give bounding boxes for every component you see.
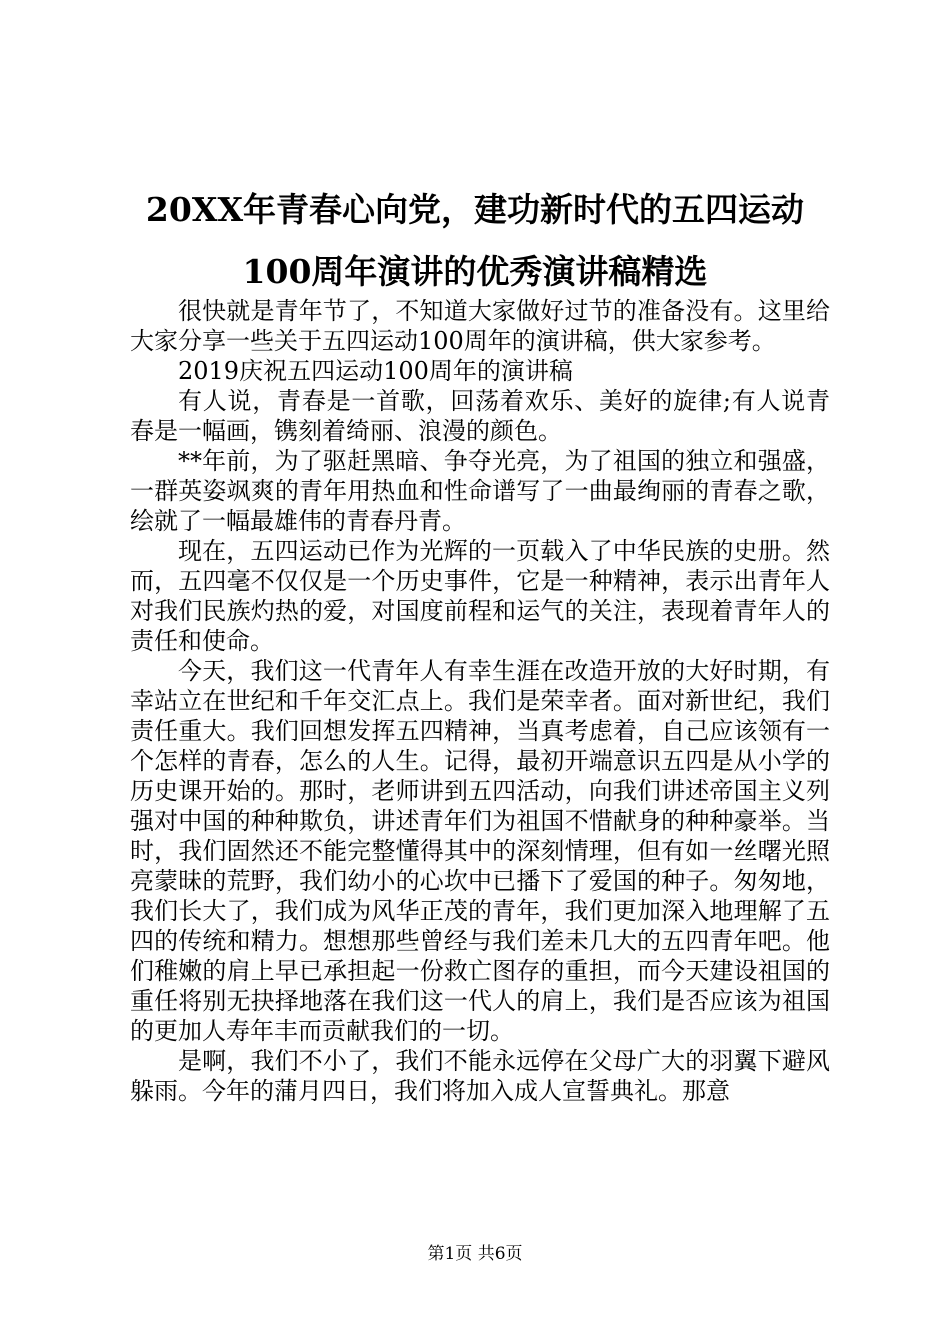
paragraph-intro: 很快就是青年节了，不知道大家做好过节的准备没有。这里给大家分享一些关于五四运动100周年的演讲稿，供大家参考。 [130, 297, 830, 355]
page-number-footer: 第1页 共6页 [427, 1244, 523, 1264]
document-title-line-1: 20XX年青春心向党，建功新时代的五四运动 [145, 190, 805, 229]
paragraph: 现在，五四运动已作为光辉的一页载入了中华民族的史册。然而，五四毫不仅仅是一个历史事件，它是一种精神，表示出青年人对我们民族灼热的爱，对国度前程和运气的关注，表现着青年人的责任和使命。 [130, 537, 830, 655]
paragraph: 今天，我们这一代青年人有幸生涯在改造开放的大好时期，有幸站立在世纪和千年交汇点上。我们是荣幸者。面对新世纪，我们责任重大。我们回想发挥五四精神，当真考虑着，自己应该领有一个怎样的青春，怎么的人生。记得，最初开端意识五四是从小学的历史课开始的。那时，老师讲到五四活动，向我们讲述帝国主义列强对中国的种种欺负，讲述青年们为祖国不惜献身的种种豪举。当时，我们固然还不能完整懂得其中的深刻情理，但有如一丝曙光照亮蒙昧的荒野，我们幼小的心坎中已播下了爱国的种子。匆匆地，我们长大了，我们成为风华正茂的青年，我们更加深入地理解了五四的传统和精力。想想那些曾经与我们差未几大的五四青年吧。他们稚嫩的肩上早已承担起一份救亡图存的重担，而今天建设祖国的重任将别无抉择地落在我们这一代人的肩上，我们是否应该为祖国的更加人寿年丰而贡献我们的一切。 [130, 657, 830, 1045]
document-title-line-2: 100周年演讲的优秀演讲稿精选 [242, 252, 708, 291]
paragraph: 是啊，我们不小了，我们不能永远停在父母广大的羽翼下避风躲雨。今年的蒲月四日，我们将加入成人宣誓典礼。那意 [130, 1047, 830, 1105]
document-body [130, 296, 830, 1106]
paragraph: 有人说，青春是一首歌，回荡着欢乐、美好的旋律;有人说青春是一幅画，镌刻着绮丽、浪漫的颜色。 [130, 387, 830, 445]
paragraph: **年前，为了驱赶黑暗、争夺光亮，为了祖国的独立和强盛，一群英姿飒爽的青年用热血和性命谱写了一曲最绚丽的青春之歌，绘就了一幅最雄伟的青春丹青。 [130, 447, 830, 535]
paragraph-subtitle: 2019庆祝五四运动100周年的演讲稿 [178, 357, 573, 385]
